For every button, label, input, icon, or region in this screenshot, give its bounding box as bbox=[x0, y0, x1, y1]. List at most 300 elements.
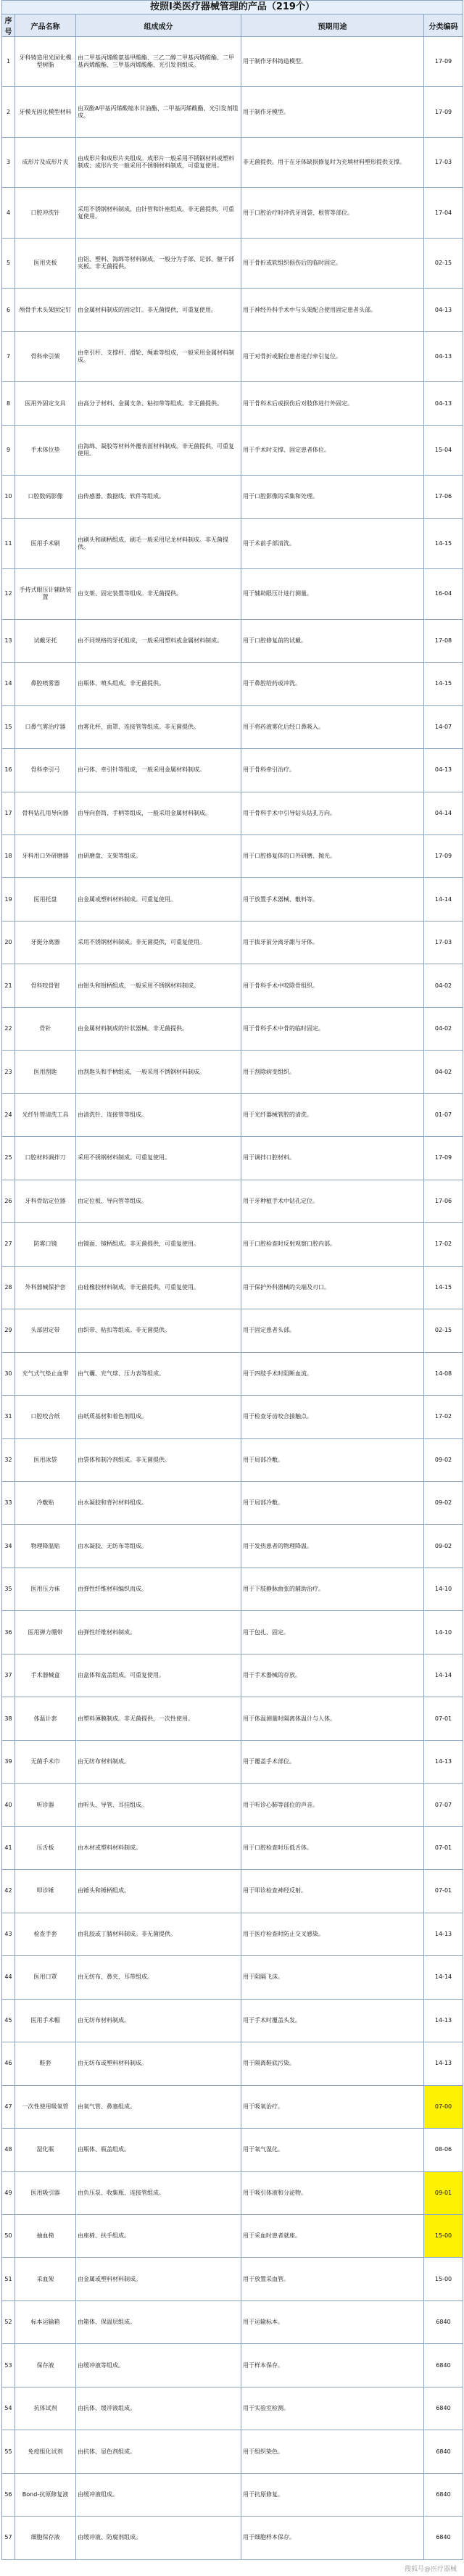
classification-code: 04-02 bbox=[424, 1007, 463, 1050]
composition-cell: 由钳头和钳柄组成，一般采用不锈钢材料制成。 bbox=[76, 964, 241, 1007]
composition-cell: 采用不锈钢材料制成，由针管和针座组成。非无菌提供，可重复使用。 bbox=[76, 188, 241, 238]
intended-use-cell: 用于骨折或软组织损伤后的临时固定。 bbox=[241, 238, 424, 288]
composition-cell: 由成形片和成形片夹组成。成形片一般采用不锈钢材料或塑料制成；成形片夹一般采用不锈钢材料制成，可重复使用。 bbox=[76, 137, 241, 187]
row-number: 53 bbox=[2, 2344, 15, 2387]
classification-code: 6840 bbox=[424, 2517, 463, 2559]
classification-code: 6840 bbox=[424, 2300, 463, 2343]
intended-use-cell: 用于细胞样本保存。 bbox=[241, 2517, 424, 2559]
product-name: 防雾口镜 bbox=[15, 1223, 76, 1266]
intended-use-cell: 用于保护外科器械的尖端及刃口。 bbox=[241, 1266, 424, 1309]
table-row bbox=[2, 2517, 463, 2559]
intended-use-cell: 用于发热患者的物理降温。 bbox=[241, 1525, 424, 1567]
product-name: 叩诊锤 bbox=[15, 1870, 76, 1913]
row-number: 19 bbox=[2, 878, 15, 921]
intended-use-cell: 用于样本保存。 bbox=[241, 2344, 424, 2387]
classification-code: 17-06 bbox=[424, 1180, 463, 1222]
table-row bbox=[2, 188, 463, 238]
row-number: 29 bbox=[2, 1309, 15, 1352]
product-name: 保存液 bbox=[15, 2344, 76, 2387]
row-number: 54 bbox=[2, 2387, 15, 2430]
row-number: 37 bbox=[2, 1654, 15, 1697]
intended-use-cell: 用于体温测量时隔离体温计与人体。 bbox=[241, 1697, 424, 1740]
classification-code: 14-13 bbox=[424, 2042, 463, 2085]
product-name: 充气式气垫止血带 bbox=[15, 1352, 76, 1395]
intended-use-cell: 用于放置手术器械、敷料等。 bbox=[241, 878, 424, 921]
table-row bbox=[2, 792, 463, 834]
intended-use-cell: 用于局部冷敷。 bbox=[241, 1438, 424, 1481]
row-number: 34 bbox=[2, 1525, 15, 1567]
table-row bbox=[2, 2085, 463, 2128]
intended-use-cell: 用于调拌口腔材料。 bbox=[241, 1137, 424, 1180]
classification-code: 17-09 bbox=[424, 37, 463, 87]
classification-code: 15-00 bbox=[424, 2214, 463, 2257]
composition-cell: 由气囊、充气球、压力表等组成。 bbox=[76, 1352, 241, 1395]
classification-code: 15-04 bbox=[424, 425, 463, 475]
row-number: 2 bbox=[2, 87, 15, 137]
intended-use-cell: 用于检查牙齿咬合接触点。 bbox=[241, 1396, 424, 1438]
intended-use-cell: 用于骨科术后或损伤后对肢体进行外固定。 bbox=[241, 382, 424, 425]
table-row bbox=[2, 289, 463, 331]
classification-code: 04-02 bbox=[424, 1051, 463, 1093]
row-number: 46 bbox=[2, 2042, 15, 2085]
composition-cell: 由负压泵、收集瓶、连接管组成。 bbox=[76, 2171, 241, 2214]
row-number: 15 bbox=[2, 705, 15, 748]
row-number: 57 bbox=[2, 2517, 15, 2559]
intended-use-cell: 用于骨科牵引治疗。 bbox=[241, 749, 424, 792]
row-number: 48 bbox=[2, 2129, 15, 2171]
intended-use-cell: 用于放置采血管。 bbox=[241, 2258, 424, 2300]
row-number: 14 bbox=[2, 663, 15, 705]
row-number: 18 bbox=[2, 834, 15, 877]
classification-code: 17-03 bbox=[424, 921, 463, 964]
table-row bbox=[2, 834, 463, 877]
product-name: 细胞保存液 bbox=[15, 2517, 76, 2559]
product-name: 医用手术刷 bbox=[15, 518, 76, 568]
row-number: 36 bbox=[2, 1611, 15, 1654]
classification-code: 17-04 bbox=[424, 188, 463, 238]
table-row bbox=[2, 518, 463, 568]
product-name: 医用吸引器 bbox=[15, 2171, 76, 2214]
table-row bbox=[2, 1913, 463, 1955]
table-body bbox=[2, 37, 463, 2560]
composition-cell: 由抗体、缓冲液组成。 bbox=[76, 2387, 241, 2430]
product-name: 牙模光固化模型材料 bbox=[15, 87, 76, 137]
composition-cell: 由塑料薄膜制成。非无菌提供，一次性使用。 bbox=[76, 1697, 241, 1740]
row-number: 30 bbox=[2, 1352, 15, 1395]
table-row bbox=[2, 1309, 463, 1352]
classification-code: 09-02 bbox=[424, 1438, 463, 1481]
header-no: 序号 bbox=[2, 15, 15, 37]
product-name: 冷敷贴 bbox=[15, 1482, 76, 1525]
product-name: 牙挺分离器 bbox=[15, 921, 76, 964]
classification-code: 14-08 bbox=[424, 1352, 463, 1395]
table-row bbox=[2, 1784, 463, 1826]
product-name: 牙科用口外研磨器 bbox=[15, 834, 76, 877]
table-row bbox=[2, 476, 463, 518]
row-number: 17 bbox=[2, 792, 15, 834]
intended-use-cell: 用于阻隔飞沫。 bbox=[241, 1956, 424, 1999]
composition-cell: 由氧气管、鼻塞组成。 bbox=[76, 2085, 241, 2128]
table-row bbox=[2, 878, 463, 921]
product-name: 一次性使用吸氧管 bbox=[15, 2085, 76, 2128]
table-row bbox=[2, 1956, 463, 1999]
row-number: 50 bbox=[2, 2214, 15, 2257]
intended-use-cell: 用于固定患者头部。 bbox=[241, 1309, 424, 1352]
classification-code: 07-01 bbox=[424, 1697, 463, 1740]
product-name: 医用压力袜 bbox=[15, 1567, 76, 1610]
table-row bbox=[2, 1999, 463, 2042]
product-name: 检查手套 bbox=[15, 1913, 76, 1955]
intended-use-cell: 用于鼻腔给药或冲洗。 bbox=[241, 663, 424, 705]
classification-code: 17-06 bbox=[424, 476, 463, 518]
composition-cell: 由听头、导管、耳挂组成。 bbox=[76, 1784, 241, 1826]
row-number: 35 bbox=[2, 1567, 15, 1610]
product-name: 无菌手术巾 bbox=[15, 1740, 76, 1783]
row-number: 24 bbox=[2, 1093, 15, 1136]
product-name: 骨科牵引弓 bbox=[15, 749, 76, 792]
table-row bbox=[2, 1223, 463, 1266]
composition-cell: 由高分子材料、金属支条、粘扣带等组成。非无菌提供。 bbox=[76, 382, 241, 425]
product-name: 成形片及成形片夹 bbox=[15, 137, 76, 187]
classification-code: 14-13 bbox=[424, 1913, 463, 1955]
table-row bbox=[2, 1093, 463, 1136]
intended-use-cell: 用于光纤器械管腔的清洗。 bbox=[241, 1093, 424, 1136]
row-number: 9 bbox=[2, 425, 15, 475]
table-row bbox=[2, 2430, 463, 2473]
intended-use-cell: 用于运输标本。 bbox=[241, 2300, 424, 2343]
row-number: 40 bbox=[2, 1784, 15, 1826]
composition-cell: 由金属或塑料材料制成。可重复使用。 bbox=[76, 878, 241, 921]
product-name: 口腔材料调拌刀 bbox=[15, 1137, 76, 1180]
intended-use-cell: 用于拔牙前分离牙龈与牙体。 bbox=[241, 921, 424, 964]
table-row bbox=[2, 87, 463, 137]
product-name: 医用冰袋 bbox=[15, 1438, 76, 1481]
row-number: 27 bbox=[2, 1223, 15, 1266]
intended-use-cell: 用于包扎、固定。 bbox=[241, 1611, 424, 1654]
table-row bbox=[2, 749, 463, 792]
table-row bbox=[2, 1396, 463, 1438]
intended-use-cell: 用于手术时覆盖头发。 bbox=[241, 1999, 424, 2042]
classification-code: 14-14 bbox=[424, 1654, 463, 1697]
table-row bbox=[2, 137, 463, 187]
classification-code: 04-14 bbox=[424, 792, 463, 834]
product-name: 骨科牵引架 bbox=[15, 331, 76, 381]
classification-code: 09-01 bbox=[424, 2171, 463, 2214]
row-number: 47 bbox=[2, 2085, 15, 2128]
row-number: 41 bbox=[2, 1826, 15, 1869]
product-name: 试戴牙托 bbox=[15, 619, 76, 662]
row-number: 3 bbox=[2, 137, 15, 187]
table-row bbox=[2, 1438, 463, 1481]
product-table bbox=[1, 0, 463, 2560]
intended-use-cell: 用于骨科手术中咬除骨组织。 bbox=[241, 964, 424, 1007]
table-row bbox=[2, 1611, 463, 1654]
composition-cell: 由无纺布材料制成。 bbox=[76, 1740, 241, 1783]
table-row bbox=[2, 2129, 463, 2171]
product-name: 医用刮匙 bbox=[15, 1051, 76, 1093]
composition-cell: 由刷头和刷柄组成，刷毛一般采用尼龙材料制成。非无菌提供。 bbox=[76, 518, 241, 568]
table-row bbox=[2, 2214, 463, 2257]
header-row bbox=[2, 15, 463, 37]
product-name: 口腔冲洗针 bbox=[15, 188, 76, 238]
table-row bbox=[2, 1567, 463, 1610]
row-number: 5 bbox=[2, 238, 15, 288]
product-name: 手术器械盒 bbox=[15, 1654, 76, 1697]
table-row bbox=[2, 663, 463, 705]
classification-code: 17-03 bbox=[424, 137, 463, 187]
product-name: 听诊器 bbox=[15, 1784, 76, 1826]
product-name: 医用弹力绷带 bbox=[15, 1611, 76, 1654]
row-number: 28 bbox=[2, 1266, 15, 1309]
classification-code: 02-15 bbox=[424, 238, 463, 288]
table-row bbox=[2, 964, 463, 1007]
product-name: 抽血椅 bbox=[15, 2214, 76, 2257]
composition-cell: 由木材或塑料材料制成。 bbox=[76, 1826, 241, 1869]
row-number: 31 bbox=[2, 1396, 15, 1438]
table-row bbox=[2, 331, 463, 381]
composition-cell: 由锤头和锤柄组成。 bbox=[76, 1870, 241, 1913]
classification-code: 01-07 bbox=[424, 1093, 463, 1136]
composition-cell: 由清洗针、连接管等组成。 bbox=[76, 1093, 241, 1136]
intended-use-cell: 用于口腔影像的采集和处理。 bbox=[241, 476, 424, 518]
composition-cell: 由定位板、导向管等组成。 bbox=[76, 1180, 241, 1222]
product-name: 湿化瓶 bbox=[15, 2129, 76, 2171]
composition-cell: 由水凝胶、无纺布等组成。 bbox=[76, 1525, 241, 1567]
intended-use-cell: 用于氧气湿化。 bbox=[241, 2129, 424, 2171]
composition-cell: 由不同规格的牙托组成，一般采用塑料或金属材料制成。 bbox=[76, 619, 241, 662]
composition-cell: 由织带、粘扣等组成。非无菌提供。 bbox=[76, 1309, 241, 1352]
row-number: 13 bbox=[2, 619, 15, 662]
composition-cell: 采用不锈钢材料制成。非无菌提供，可重复使用。 bbox=[76, 921, 241, 964]
row-number: 42 bbox=[2, 1870, 15, 1913]
classification-code: 04-13 bbox=[424, 749, 463, 792]
table-row bbox=[2, 1826, 463, 1869]
composition-cell: 由无纺布或塑料材料制成。 bbox=[76, 2042, 241, 2085]
product-name: 采血架 bbox=[15, 2258, 76, 2300]
table-row bbox=[2, 705, 463, 748]
row-number: 20 bbox=[2, 921, 15, 964]
row-number: 22 bbox=[2, 1007, 15, 1050]
composition-cell: 由研磨盘、支架等组成。 bbox=[76, 834, 241, 877]
intended-use-cell: 用于刮除病变组织。 bbox=[241, 1051, 424, 1093]
composition-cell: 由刮匙头和手柄组成，一般采用不锈钢材料制成。 bbox=[76, 1051, 241, 1093]
row-number: 55 bbox=[2, 2430, 15, 2473]
product-name: 医用托盘 bbox=[15, 878, 76, 921]
intended-use-cell: 用于局部冷敷。 bbox=[241, 1482, 424, 1525]
classification-code: 04-13 bbox=[424, 331, 463, 381]
intended-use-cell: 用于覆盖手术部位。 bbox=[241, 1740, 424, 1783]
classification-code: 17-02 bbox=[424, 1396, 463, 1438]
product-name: 抗体试剂 bbox=[15, 2387, 76, 2430]
composition-cell: 由二甲基丙烯酸氨基甲酸酯、三乙二醇二甲基丙烯酸酯、二甲基丙烯酸酯、三甲基丙烯酸酯、光引发剂组成。 bbox=[76, 37, 241, 87]
table-row bbox=[2, 1740, 463, 1783]
table-title: 按照I类医疗器械管理的产品（219个） bbox=[1, 0, 463, 14]
composition-cell: 由海绵、凝胶等材料外覆表面材料制成。非无菌提供，可重复使用。 bbox=[76, 425, 241, 475]
composition-cell: 由弓体、牵引针等组成，一般采用金属材料制成。 bbox=[76, 749, 241, 792]
intended-use-cell: 用于手术器械的存放。 bbox=[241, 1654, 424, 1697]
composition-cell: 由导向套筒、手柄等组成，一般采用金属材料制成。 bbox=[76, 792, 241, 834]
intended-use-cell: 用于骨科手术中引导钻头钻孔方向。 bbox=[241, 792, 424, 834]
composition-cell: 由弹性纤维材料制成。 bbox=[76, 1611, 241, 1654]
row-number: 6 bbox=[2, 289, 15, 331]
table-row bbox=[2, 1051, 463, 1093]
composition-cell: 由水凝胶和背衬材料组成。 bbox=[76, 1482, 241, 1525]
row-number: 39 bbox=[2, 1740, 15, 1783]
intended-use-cell: 用于叩诊检查神经反射。 bbox=[241, 1870, 424, 1913]
product-name: 骨科钻孔用导向器 bbox=[15, 792, 76, 834]
table-row bbox=[2, 2171, 463, 2214]
classification-code: 14-13 bbox=[424, 1740, 463, 1783]
row-number: 45 bbox=[2, 1999, 15, 2042]
table-row bbox=[2, 569, 463, 619]
row-number: 52 bbox=[2, 2300, 15, 2343]
classification-code: 17-02 bbox=[424, 1223, 463, 1266]
intended-use-cell: 用于制作牙科铸造模型。 bbox=[241, 37, 424, 87]
composition-cell: 由传感器、数据线、软件等组成。 bbox=[76, 476, 241, 518]
composition-cell: 由缓冲液组成。 bbox=[76, 2473, 241, 2516]
table-row bbox=[2, 1266, 463, 1309]
row-number: 16 bbox=[2, 749, 15, 792]
row-number: 7 bbox=[2, 331, 15, 381]
composition-cell: 由抗体、显色剂组成。 bbox=[76, 2430, 241, 2473]
table-row bbox=[2, 382, 463, 425]
table-row bbox=[2, 238, 463, 288]
product-name: 口腔咬合纸 bbox=[15, 1396, 76, 1438]
composition-cell: 由箱体、保温层组成。 bbox=[76, 2300, 241, 2343]
intended-use-cell: 用于将药液雾化后经口鼻吸入。 bbox=[241, 705, 424, 748]
classification-code: 14-10 bbox=[424, 1567, 463, 1610]
header-name: 产品名称 bbox=[15, 15, 76, 37]
intended-use-cell: 用于吸氧治疗。 bbox=[241, 2085, 424, 2128]
product-name: 物理降温贴 bbox=[15, 1525, 76, 1567]
classification-code: 6840 bbox=[424, 2430, 463, 2473]
classification-code: 6840 bbox=[424, 2344, 463, 2387]
intended-use-cell: 用于制作牙模型。 bbox=[241, 87, 424, 137]
classification-code: 07-07 bbox=[424, 1784, 463, 1826]
classification-code: 15-00 bbox=[424, 2258, 463, 2300]
composition-cell: 由乳胶或丁腈材料制成。非无菌提供。 bbox=[76, 1913, 241, 1955]
classification-code: 14-13 bbox=[424, 1999, 463, 2042]
composition-cell: 由盒体和盒盖组成。可重复使用。 bbox=[76, 1654, 241, 1697]
table-row bbox=[2, 2387, 463, 2430]
row-number: 43 bbox=[2, 1913, 15, 1955]
classification-code: 16-04 bbox=[424, 569, 463, 619]
intended-use-cell: 用于采血时患者就座。 bbox=[241, 2214, 424, 2257]
composition-cell: 由座椅、扶手组成。 bbox=[76, 2214, 241, 2257]
composition-cell: 由金属或塑料材料制成。 bbox=[76, 2258, 241, 2300]
classification-code: 17-08 bbox=[424, 619, 463, 662]
product-name: 口腔数码影像 bbox=[15, 476, 76, 518]
classification-code: 14-15 bbox=[424, 663, 463, 705]
row-number: 12 bbox=[2, 569, 15, 619]
table-row bbox=[2, 1697, 463, 1740]
row-number: 21 bbox=[2, 964, 15, 1007]
composition-cell: 由镜面、镜柄组成。非无菌提供，可重复使用。 bbox=[76, 1223, 241, 1266]
product-name: 外科器械保护套 bbox=[15, 1266, 76, 1309]
product-name: 医用夹板 bbox=[15, 238, 76, 288]
table-row bbox=[2, 1482, 463, 1525]
table-row bbox=[2, 921, 463, 964]
intended-use-cell: 非无菌提供。用于在牙体缺损修复时为充填材料塑形提供支撑。 bbox=[241, 137, 424, 187]
product-name: 压舌板 bbox=[15, 1826, 76, 1869]
composition-cell: 采用不锈钢材料制成。可重复使用。 bbox=[76, 1137, 241, 1180]
intended-use-cell: 用于听诊心肺等部位的声音。 bbox=[241, 1784, 424, 1826]
classification-code: 09-02 bbox=[424, 1525, 463, 1567]
table-row bbox=[2, 2258, 463, 2300]
table-row bbox=[2, 37, 463, 87]
intended-use-cell: 用于口腔治疗时冲洗牙周袋、根管等部位。 bbox=[241, 188, 424, 238]
table-row bbox=[2, 1180, 463, 1222]
header-code: 分类编码 bbox=[424, 15, 463, 37]
classification-code: 02-15 bbox=[424, 1309, 463, 1352]
table-row bbox=[2, 2300, 463, 2343]
intended-use-cell: 用于口腔修复前的试戴。 bbox=[241, 619, 424, 662]
classification-code: 09-02 bbox=[424, 1482, 463, 1525]
row-number: 33 bbox=[2, 1482, 15, 1525]
intended-use-cell: 用于抗原修复。 bbox=[241, 2473, 424, 2516]
composition-cell: 由纸质基材和着色剂组成。 bbox=[76, 1396, 241, 1438]
classification-code: 17-09 bbox=[424, 87, 463, 137]
composition-cell: 由无纺布材料制成。 bbox=[76, 1999, 241, 2042]
product-name: 医用外固定支具 bbox=[15, 382, 76, 425]
composition-cell: 由瓶体、瓶盖组成。 bbox=[76, 2129, 241, 2171]
intended-use-cell: 用于实验室检测。 bbox=[241, 2387, 424, 2430]
table-row bbox=[2, 2344, 463, 2387]
product-name: 手持式眼压计辅助装置 bbox=[15, 569, 76, 619]
product-name: 医用口罩 bbox=[15, 1956, 76, 1999]
row-number: 26 bbox=[2, 1180, 15, 1222]
classification-code: 07-00 bbox=[424, 2085, 463, 2128]
table-row bbox=[2, 1137, 463, 1180]
row-number: 51 bbox=[2, 2258, 15, 2300]
intended-use-cell: 用于组织染色。 bbox=[241, 2430, 424, 2473]
product-name: 医用手术帽 bbox=[15, 1999, 76, 2042]
product-name: 手术体位垫 bbox=[15, 425, 76, 475]
table-row bbox=[2, 2042, 463, 2085]
product-name: 头部固定带 bbox=[15, 1309, 76, 1352]
classification-code: 14-15 bbox=[424, 518, 463, 568]
row-number: 44 bbox=[2, 1956, 15, 1999]
table-row bbox=[2, 425, 463, 475]
classification-code: 6840 bbox=[424, 2473, 463, 2516]
row-number: 25 bbox=[2, 1137, 15, 1180]
header-use: 预期用途 bbox=[241, 15, 424, 37]
intended-use-cell: 用于手术时支撑、固定患者体位。 bbox=[241, 425, 424, 475]
classification-code: 04-02 bbox=[424, 964, 463, 1007]
intended-use-cell: 用于骨科手术中骨的临时固定。 bbox=[241, 1007, 424, 1050]
product-name: 鼻腔喷雾器 bbox=[15, 663, 76, 705]
table-row bbox=[2, 1007, 463, 1050]
classification-code: 14-15 bbox=[424, 1266, 463, 1309]
intended-use-cell: 用于口腔检查时反射观察口腔内部。 bbox=[241, 1223, 424, 1266]
product-name: 标本运输箱 bbox=[15, 2300, 76, 2343]
row-number: 56 bbox=[2, 2473, 15, 2516]
table-row bbox=[2, 2473, 463, 2516]
intended-use-cell: 用于牙种植手术中钻孔定位。 bbox=[241, 1180, 424, 1222]
row-number: 4 bbox=[2, 188, 15, 238]
product-name: 骨针 bbox=[15, 1007, 76, 1050]
composition-cell: 由缓冲液等组成。 bbox=[76, 2344, 241, 2387]
header-composition: 组成成分 bbox=[76, 15, 241, 37]
table-row bbox=[2, 1352, 463, 1395]
intended-use-cell: 用于辅助眼压计进行测量。 bbox=[241, 569, 424, 619]
classification-code: 17-09 bbox=[424, 1137, 463, 1180]
table-row bbox=[2, 1525, 463, 1567]
composition-cell: 由支架、固定装置等组成。非无菌提供。 bbox=[76, 569, 241, 619]
classification-code: 6840 bbox=[424, 2387, 463, 2430]
classification-code: 14-10 bbox=[424, 1611, 463, 1654]
row-number: 8 bbox=[2, 382, 15, 425]
